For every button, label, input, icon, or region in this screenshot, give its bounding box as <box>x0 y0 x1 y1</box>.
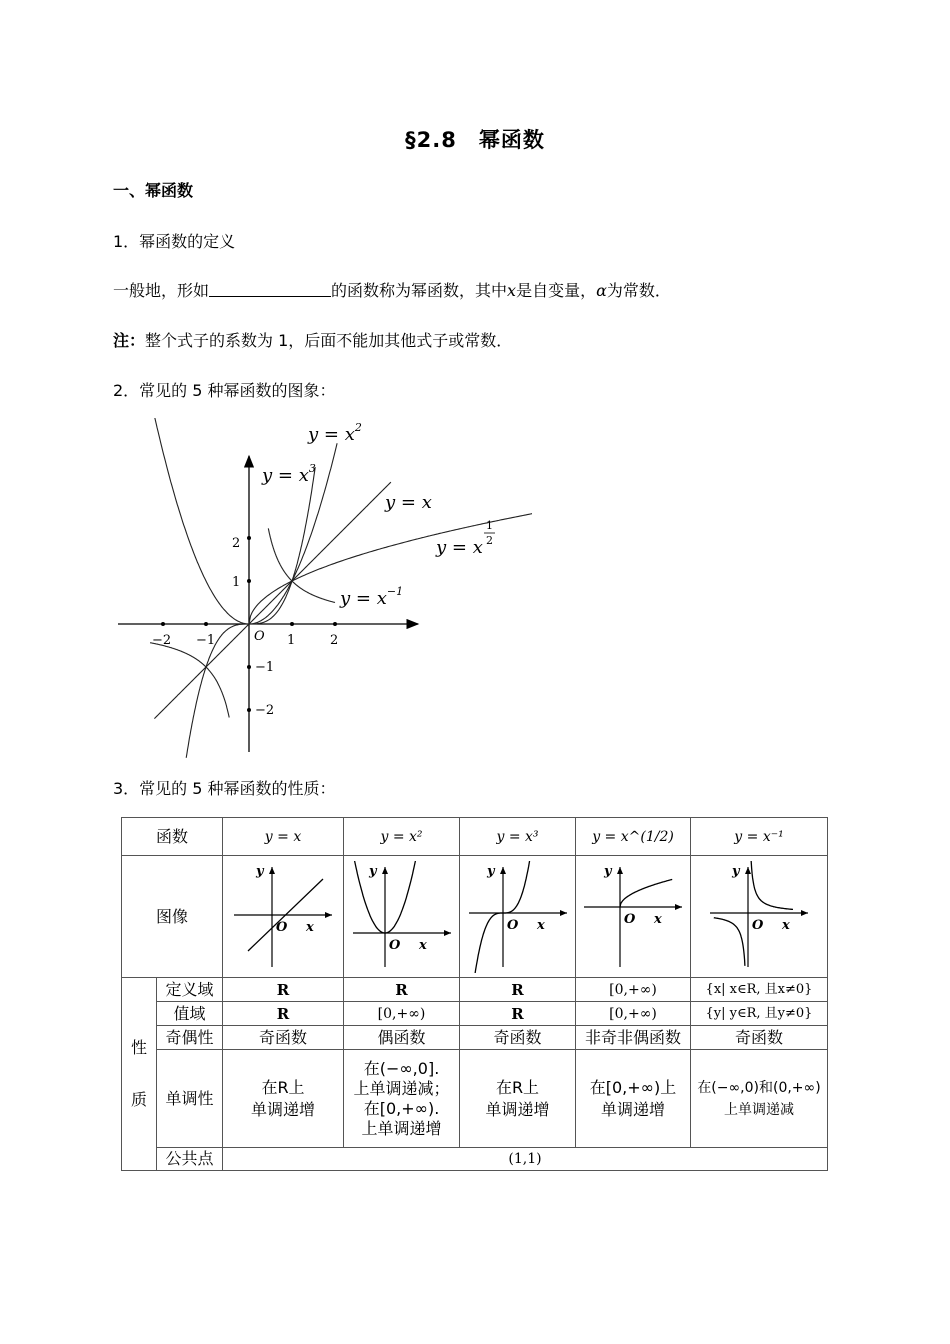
svg-text:x: x <box>536 917 545 933</box>
mini-graph-cell <box>460 856 576 978</box>
svg-text:O: O <box>276 919 288 935</box>
domain-cell: R <box>223 978 344 1002</box>
label-x1: y = x <box>385 492 432 513</box>
mini-graph-x1 <box>228 861 338 973</box>
tick-dot <box>247 536 251 540</box>
tick-dot <box>247 708 251 712</box>
mono-cell: 在R上 单调递增 <box>460 1050 576 1148</box>
range-cell: R <box>460 1002 576 1026</box>
mini-graph-cell <box>576 856 691 978</box>
mini-graph-x2 <box>347 861 457 973</box>
svg-text:y: y <box>256 863 264 879</box>
row-label: 单调性 <box>157 1050 223 1148</box>
header-properties: 性 质 <box>122 978 157 1171</box>
mini-graph-cell <box>344 856 460 978</box>
domain-cell: [0,+∞) <box>576 978 691 1002</box>
tick-dot <box>333 622 337 626</box>
tick-dot <box>290 622 294 626</box>
svg-text:y: y <box>604 863 612 879</box>
tick-label-x: −1 <box>196 633 216 648</box>
mono-cell: 在R上 单调递增 <box>223 1050 344 1148</box>
tick-label-x: 1 <box>287 633 296 648</box>
item1-label: 1．幂函数的定义 <box>113 232 236 251</box>
svg-text:y: y <box>368 863 377 879</box>
power-functions-graph <box>112 418 532 758</box>
var-alpha: α <box>596 281 607 300</box>
parity-cell: 奇函数 <box>460 1026 576 1050</box>
tick-label-y: 2 <box>232 536 241 551</box>
tick-label-x: 2 <box>330 633 339 648</box>
svg-text:x: x <box>654 911 662 927</box>
domain-cell: {x| x∈R, 且x≠0} <box>691 978 828 1002</box>
mono-cell: 在(−∞,0)和(0,+∞) 上单调递减 <box>691 1050 828 1148</box>
svg-text:x: x <box>418 937 427 953</box>
mono-cell: 在[0,+∞)上 单调递增 <box>576 1050 691 1148</box>
note-line <box>113 328 512 351</box>
item2-label: 2．常见的 5 种幂函数的图象： <box>113 381 336 400</box>
range-cell: R <box>223 1002 344 1026</box>
tick-label-y: −1 <box>255 660 275 675</box>
note-text: 整个式子的系数为 1，后面不能加其他式子或常数． <box>145 331 513 350</box>
page-title: §2.8 幂函数 <box>405 128 545 152</box>
svg-text:x: x <box>782 917 790 933</box>
parity-cell: 偶函数 <box>344 1026 460 1050</box>
tick-dot <box>161 622 165 626</box>
definition-mid2: 是自变量， <box>516 281 597 300</box>
func-header: y = x³ <box>460 818 576 856</box>
func-header: y = x⁻¹ <box>691 818 828 856</box>
note-label: 注： <box>113 331 146 350</box>
svg-text:O: O <box>388 937 400 953</box>
definition-pre: 一般地，形如 <box>113 281 210 300</box>
func-header: y = x² <box>344 818 460 856</box>
row-label: 定义域 <box>157 978 223 1002</box>
parity-cell: 非奇非偶函数 <box>576 1026 691 1050</box>
svg-text:O: O <box>752 917 764 933</box>
label-xhalf-den: 2 <box>486 534 493 547</box>
domain-cell: R <box>344 978 460 1002</box>
mini-graph-cell <box>691 856 828 978</box>
mini-graph-xhalf <box>578 861 688 973</box>
label-x2: $y = x^2$ <box>308 421 362 445</box>
func-header: y = x^(1/2) <box>576 818 691 856</box>
label-xhalf: y = x <box>436 537 483 558</box>
svg-text:O: O <box>624 911 636 927</box>
label-xinv: $y = x^{-1}$ <box>340 585 404 609</box>
svg-text:y: y <box>732 863 740 879</box>
range-cell: [0,+∞) <box>344 1002 460 1026</box>
definition-line <box>113 278 671 301</box>
parity-cell: 奇函数 <box>691 1026 828 1050</box>
domain-cell: R <box>460 978 576 1002</box>
mini-graph-cell <box>223 856 344 978</box>
svg-text:O: O <box>506 917 518 933</box>
mini-graph-x3 <box>463 861 573 973</box>
header-graph: 图像 <box>122 856 223 978</box>
tick-dot <box>204 622 208 626</box>
mini-graph-xinv <box>704 861 814 973</box>
range-cell: [0,+∞) <box>576 1002 691 1026</box>
definition-mid: 的函数称为幂函数，其中 <box>331 281 508 300</box>
row-label: 值域 <box>157 1002 223 1026</box>
item3-label: 3．常见的 5 种幂函数的性质： <box>113 779 336 798</box>
tick-label-y: −2 <box>255 703 275 718</box>
range-cell: {y| y∈R, 且y≠0} <box>691 1002 828 1026</box>
tick-label-x: −2 <box>152 633 172 648</box>
mono-cell: 在(−∞,0]. 上单调递减； 在[0,+∞). 上单调递增 <box>344 1050 460 1148</box>
definition-post: 为常数． <box>606 281 671 300</box>
row-label: 公共点 <box>157 1148 223 1171</box>
parity-cell: 奇函数 <box>223 1026 344 1050</box>
tick-dot <box>247 665 251 669</box>
common-point-cell: (1,1) <box>223 1148 828 1171</box>
tick-label-y: 1 <box>232 575 241 590</box>
fill-blank[interactable] <box>209 282 331 297</box>
svg-text:y: y <box>486 863 495 879</box>
origin-label: O <box>254 629 265 644</box>
curve-xinv <box>150 643 229 718</box>
properties-table <box>121 817 828 1171</box>
tick-dot <box>247 579 251 583</box>
func-header: y = x <box>223 818 344 856</box>
section-heading: 一、幂函数 <box>113 181 194 200</box>
curve-x3 <box>186 467 315 758</box>
curve-xinv <box>268 528 335 602</box>
label-x3: $y = x^3$ <box>262 462 316 486</box>
var-x: x <box>507 281 517 300</box>
label-xhalf-num: 1 <box>486 519 493 532</box>
svg-text:x: x <box>306 919 314 935</box>
row-label: 奇偶性 <box>157 1026 223 1050</box>
header-func: 函数 <box>122 818 223 856</box>
